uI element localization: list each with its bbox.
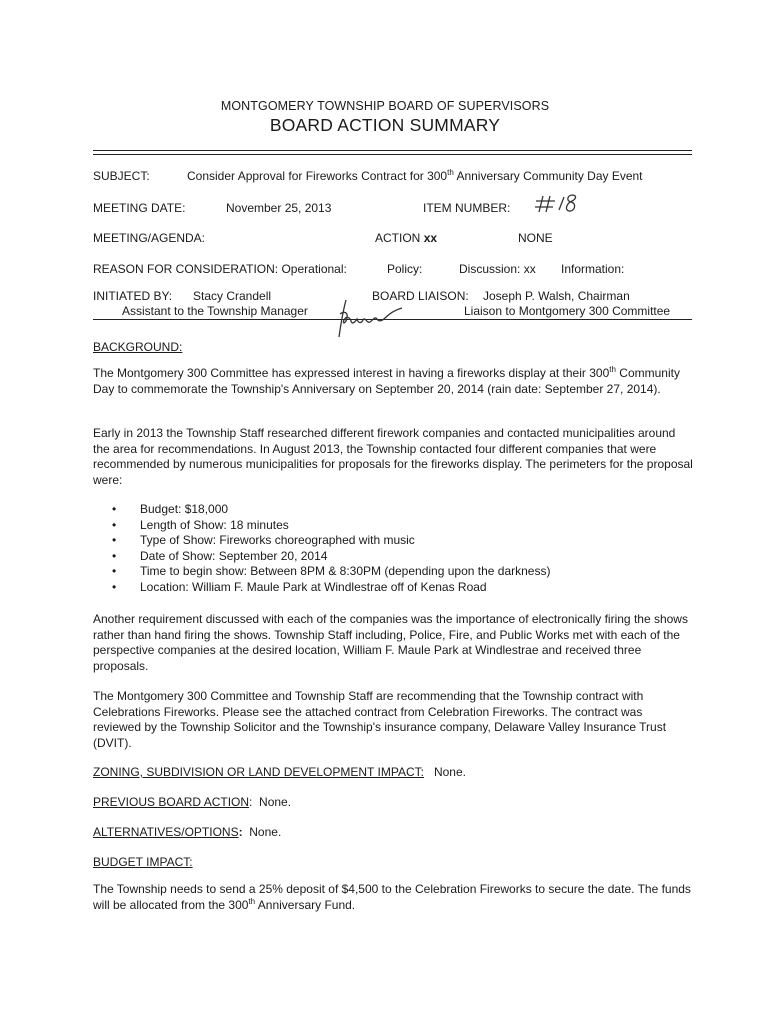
information-label: Information: xyxy=(561,262,625,276)
item-number-label: ITEM NUMBER: xyxy=(423,201,511,215)
discussion-label: Discussion: xx xyxy=(459,262,536,276)
zoning-section xyxy=(93,765,466,779)
meeting-date-value: November 25, 2013 xyxy=(226,201,332,215)
zoning-heading: ZONING, SUBDIVISION OR LAND DEVELOPMENT IMPACT: xyxy=(93,765,424,779)
alternatives-heading: ALTERNATIVES/OPTIONS xyxy=(93,825,239,839)
reason-label: REASON FOR CONSIDERATION: Operational: xyxy=(93,262,347,276)
list-item: • Location: William F. Maule Park at Windlestrae off of Kenas Road xyxy=(112,579,487,594)
background-paragraph-2: Early in 2013 the Township Staff researched different firework companies and contacted municipalities around the area for recommendations. In August 2013, the Township contacted four different companies that were recommended by numerous municipalities for proposals for the fireworks display. The perimeters for the proposal were: xyxy=(93,426,693,487)
list-item: • Budget: $18,000 xyxy=(112,502,229,516)
subject-text: Consider Approval for Fireworks Contract for 300th Anniversary Community Day Event xyxy=(187,168,643,183)
budget-impact-paragraph: The Township needs to send a 25% deposit of $4,500 to the Celebration Fireworks to secure the date. The funds will be allocated from the 300th Anniversary Fund. xyxy=(93,882,691,912)
meeting-date-label: MEETING DATE: xyxy=(93,201,186,215)
none-option: NONE xyxy=(518,231,553,245)
previous-action-heading: PREVIOUS BOARD ACTION xyxy=(93,795,250,809)
header-double-rule xyxy=(93,150,692,155)
board-liaison-title: Liaison to Montgomery 300 Committee xyxy=(464,304,671,318)
previous-action-value: None. xyxy=(259,795,292,809)
list-item: • Length of Show: 18 minutes xyxy=(112,517,289,532)
policy-label: Policy: xyxy=(387,262,423,276)
item-number-handwriting xyxy=(533,190,581,220)
background-paragraph-3: Another requirement discussed with each of the companies was the importance of electronically firing the shows rather than hand firing the shows. Township Staff including, Police, Fire, and Public Works met with each of the perspective companies at the desired location, William F. Maule Park at Windlestrae and received three proposals. xyxy=(93,612,688,673)
alternatives-section: ALTERNATIVES/OPTIONS: None. xyxy=(93,825,282,839)
background-paragraph-4: The Montgomery 300 Committee and Township Staff are recommending that the Township contract with Celebrations Fireworks. Please see the attached contract from Celebration Fireworks. The contract was reviewed by the Township Solicitor and the Township's insurance company, Delaware Valley Insurance Trust (DVIT). xyxy=(93,689,667,750)
document-title: BOARD ACTION SUMMARY xyxy=(269,115,501,135)
list-item: • Type of Show: Fireworks choreographed with music xyxy=(112,533,415,547)
subject-label: SUBJECT: xyxy=(93,169,150,183)
list-item: • Time to begin show: Between 8PM & 8:30PM (depending upon the darkness) xyxy=(112,564,551,578)
background-paragraph-1: The Montgomery 300 Committee has expressed interest in having a fireworks display at their 300th Community Day to commemorate the Township's Anniversary on September 20, 2014 (rain date: September 27, 2014). xyxy=(93,365,680,396)
zoning-value: None. xyxy=(433,765,466,779)
list-item: • Date of Show: September 20, 2014 xyxy=(112,548,328,563)
proposal-parameters-list xyxy=(112,502,550,595)
previous-action-section: PREVIOUS BOARD ACTION: None. xyxy=(93,795,292,809)
handwritten-initials xyxy=(330,297,406,339)
initiated-by-title: Assistant to the Township Manager xyxy=(122,304,308,318)
initiated-by-name: Stacy Crandell xyxy=(193,289,272,303)
meeting-agenda-label: MEETING/AGENDA: xyxy=(93,231,206,245)
organization-name: MONTGOMERY TOWNSHIP BOARD OF SUPERVISORS xyxy=(220,99,550,113)
alternatives-value: None. xyxy=(249,825,282,839)
initiated-by-label: INITIATED BY: xyxy=(93,289,173,303)
board-liaison-name: Joseph P. Walsh, Chairman xyxy=(483,289,630,303)
board-liaison-label: BOARD LIAISON: xyxy=(372,289,469,303)
budget-impact-heading: BUDGET IMPACT: xyxy=(93,855,193,869)
background-heading: BACKGROUND: xyxy=(93,340,183,354)
action-option: ACTION xx xyxy=(375,231,438,245)
